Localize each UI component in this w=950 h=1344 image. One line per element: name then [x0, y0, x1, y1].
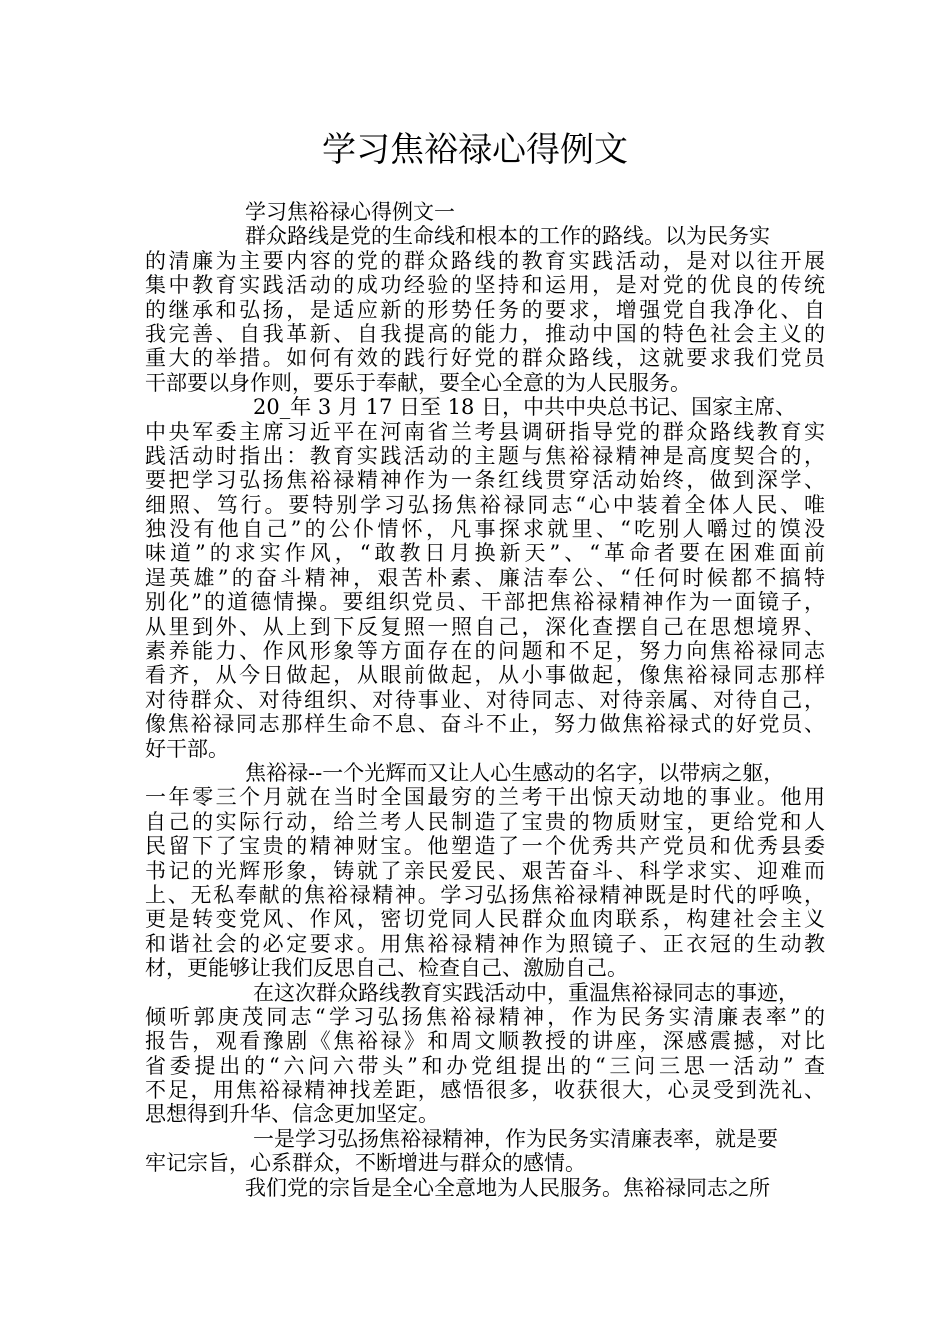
text-line: 干部要以身作则，要乐于奉献，要全心全意的为人民服务。 — [145, 370, 691, 395]
text-line: 牢记宗旨，心系群众，不断增进与群众的感情。 — [145, 1151, 586, 1176]
text-line: 的清廉为主要内容的党的群众路线的教育实践活动，是对以往开展 — [145, 248, 825, 273]
text-line: 不足，用焦裕禄精神找差距，感悟很多，收获很大，心灵受到洗礼、 — [145, 1078, 825, 1103]
text-line: 好干部。 — [145, 736, 229, 761]
text-line: 报告，观看豫剧《焦裕禄》和周文顺教授的讲座，深感震撼，对比 — [145, 1029, 825, 1054]
text-line: 焦裕禄--一个光辉而又让人心生感动的名字，以带病之躯， — [245, 760, 785, 785]
text-line: 上、无私奉献的焦裕禄精神。学习弘扬焦裕禄精神既是时代的呼唤， — [145, 882, 825, 907]
text-line: 从里到外、从上到下反复照一照自己，深化查摆自己在思想境界、 — [145, 614, 825, 639]
text-line: 中央军委主席习近平在河南省兰考县调研指导党的群众路线教育实 — [145, 419, 825, 444]
text-line: 材，更能够让我们反思自己、检查自己、激励自己。 — [145, 956, 628, 981]
text-line: 细照、笃行。要特别学习弘扬焦裕禄同志“心中装着全体人民、唯 — [145, 492, 825, 517]
text-line: 我完善、自我革新、自我提高的能力，推动中国的特色社会主义的 — [145, 321, 825, 346]
text-line: 思想得到升华、信念更加坚定。 — [145, 1102, 439, 1127]
text-line: 民留下了宝贵的精神财宝。他塑造了一个优秀共产党员和优秀县委 — [145, 834, 825, 859]
text-line: 味道”的求实作风，“敢教日月换新天”、“革命者要在困难面前 — [145, 541, 825, 566]
text-line: 学习焦裕禄心得例文一 — [245, 200, 455, 224]
text-line: 省委提出的“六问六带头”和办党组提出的“三问三思一活动” 查 — [145, 1053, 825, 1078]
document-title: 学习焦裕禄心得例文 — [322, 130, 628, 170]
text-line: 20_年 3 月 17 日至 18 日，中共中央总书记、国家主席、 — [253, 395, 797, 420]
text-line: 在这次群众路线教育实践活动中，重温焦裕禄同志的事迹， — [253, 980, 799, 1005]
text-line: 逞英雄”的奋斗精神，艰苦朴素、廉洁奉公、“任何时候都不搞特 — [145, 565, 825, 590]
text-line: 倾听郭庚茂同志“学习弘扬焦裕禄精神，作为民务实清廉表率”的 — [145, 1004, 825, 1029]
text-line: 像焦裕禄同志那样生命不息、奋斗不止，努力做焦裕禄式的好党员、 — [145, 712, 825, 737]
text-line: 集中教育实践活动的成功经验的坚持和运用，是对党的优良的传统 — [145, 273, 825, 298]
text-line: 对待群众、对待组织、对待事业、对待同志、对待亲属、对待自己， — [145, 687, 825, 712]
text-line: 书记的光辉形象，铸就了亲民爱民、艰苦奋斗、科学求实、迎难而 — [145, 858, 825, 883]
text-line: 一年零三个月就在当时全国最穷的兰考干出惊天动地的事业。他用 — [145, 785, 825, 810]
text-line: 要把学习弘扬焦裕禄精神作为一条红线贯穿活动始终，做到深学、 — [145, 468, 825, 493]
text-line: 群众路线是党的生命线和根本的工作的路线。以为民务实 — [245, 224, 770, 249]
text-line: 自己的实际行动，给兰考人民制造了宝贵的物质财宝，更给党和人 — [145, 809, 825, 834]
text-line: 别化”的道德情操。要组织党员、干部把焦裕禄精神作为一面镜子， — [145, 590, 825, 615]
document-body — [145, 200, 825, 1200]
text-line: 践活动时指出：教育实践活动的主题与焦裕禄精神是高度契合的， — [145, 443, 825, 468]
text-line: 素养能力、作风形象等方面存在的问题和不足，努力向焦裕禄同志 — [145, 639, 825, 664]
text-line: 一是学习弘扬焦裕禄精神，作为民务实清廉表率，就是要 — [253, 1126, 778, 1151]
text-line: 更是转变党风、作风，密切党同人民群众血肉联系，构建社会主义 — [145, 907, 825, 932]
text-line: 重大的举措。如何有效的践行好党的群众路线，这就要求我们党员 — [145, 346, 825, 371]
text-line: 独没有他自己”的公仆情怀，凡事探求就里、“吃别人嚼过的馍没 — [145, 517, 825, 542]
text-line: 看齐，从今日做起，从眼前做起，从小事做起，像焦裕禄同志那样 — [145, 663, 825, 688]
text-line: 的继承和弘扬，是适应新的形势任务的要求，增强党自我净化、自 — [145, 297, 825, 322]
text-line: 我们党的宗旨是全心全意地为人民服务。焦裕禄同志之所 — [245, 1175, 770, 1200]
text-line: 和谐社会的必定要求。用焦裕禄精神作为照镜子、正衣冠的生动教 — [145, 931, 825, 956]
